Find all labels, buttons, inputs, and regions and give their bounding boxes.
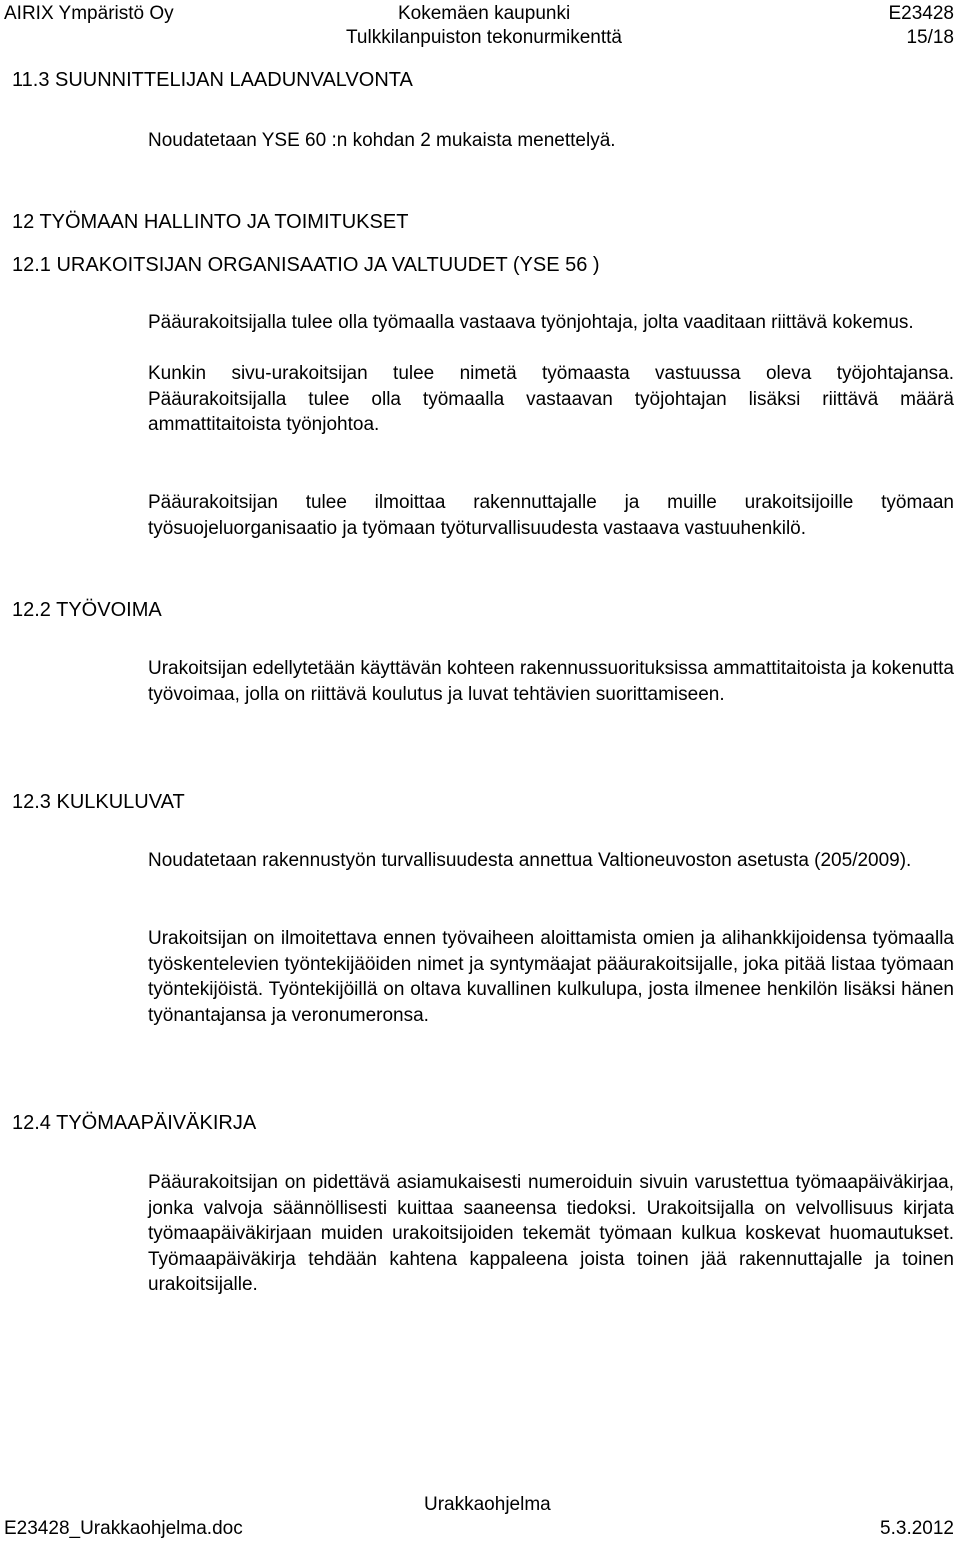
header-client: Kokemäen kaupunki	[398, 3, 571, 24]
paragraph-12-4-1: Pääurakoitsijan on pidettävä asiamukaisesti numeroiduin sivuin varustettua työmaapäiväkirjaa, jonka valvoja säännöllisesti kuittaa saaneensa tiedoksi. Urakoitsijalla on velvollisuus kirjata työmaapäiväkirjaan muiden urakoitsijoiden tekemät työmaan kulkua koskevat huomautukset. Työmaapäiväkirja tehdään kahtena kappaleena joista toinen jää rakennuttajalle ja toinen urakoitsijalle.	[148, 1172, 954, 1296]
page-header	[0, 2, 960, 50]
paragraph-12-1-3: Pääurakoitsijan tulee ilmoittaa rakennuttajalle ja muille urakoitsijoille työmaan työsuojeluorganisaatio ja työmaan työturvallisuudesta vastaava vastuuhenkilö.	[148, 492, 954, 539]
header-doc-code: E23428	[888, 3, 954, 24]
header-page-number: 15/18	[906, 27, 954, 48]
heading-12: 12 TYÖMAAN HALLINTO JA TOIMITUKSET	[12, 211, 409, 233]
heading-12-4: 12.4 TYÖMAAPÄIVÄKIRJA	[12, 1112, 257, 1134]
heading-11-3: 11.3 SUUNNITTELIJAN LAADUNVALVONTA	[12, 69, 413, 91]
footer-filename: E23428_Urakkaohjelma.doc	[4, 1518, 243, 1539]
paragraph-12-3-1: Noudatetaan rakennustyön turvallisuudesta annettua Valtioneuvoston asetusta (205/2009).	[148, 850, 912, 871]
header-project: Tulkkilanpuiston tekonurmikenttä	[346, 27, 622, 48]
footer-title: Urakkaohjelma	[424, 1494, 551, 1515]
heading-12-1: 12.1 URAKOITSIJAN ORGANISAATIO JA VALTUUDET (YSE 56 )	[12, 254, 600, 276]
heading-12-2: 12.2 TYÖVOIMA	[12, 599, 162, 621]
paragraph-11-3-1: Noudatetaan YSE 60 :n kohdan 2 mukaista menettelyä.	[148, 130, 616, 151]
paragraph-12-1-2: Kunkin sivu-urakoitsijan tulee nimetä työmaasta vastuussa oleva työjohtajansa. Pääurakoitsijalla tulee olla työmaalla vastaavan työjohtajan lisäksi riittävä määrä ammattitaitoista työnjohtoa.	[148, 363, 954, 436]
paragraph-12-1-1: Pääurakoitsijalla tulee olla työmaalla vastaava työnjohtaja, jolta vaaditaan riittävä kokemus.	[148, 312, 914, 333]
header-company: AIRIX Ympäristö Oy	[4, 3, 174, 24]
footer-date: 5.3.2012	[880, 1518, 954, 1539]
paragraph-12-2-1: Urakoitsijan edellytetään käyttävän kohteen rakennussuorituksissa ammattitaitoista ja kokenutta työvoimaa, jolla on riittävä koulutus ja luvat tehtävien suorittamiseen.	[148, 658, 954, 705]
paragraph-12-3-2: Urakoitsijan on ilmoitettava ennen työvaiheen aloittamista omien ja alihankkijoidensa työmaalla työskentelevien työntekijäöiden nimet ja syntymäajat pääurakoitsijalle, joka pitää listaa työmaan työntekijöistä. Työntekijöillä on oltava kuvallinen kulkulupa, josta ilmenee henkilön lisäksi hänen työnantajansa ja veronumeronsa.	[148, 928, 954, 1026]
heading-12-3: 12.3 KULKULUVAT	[12, 791, 185, 813]
